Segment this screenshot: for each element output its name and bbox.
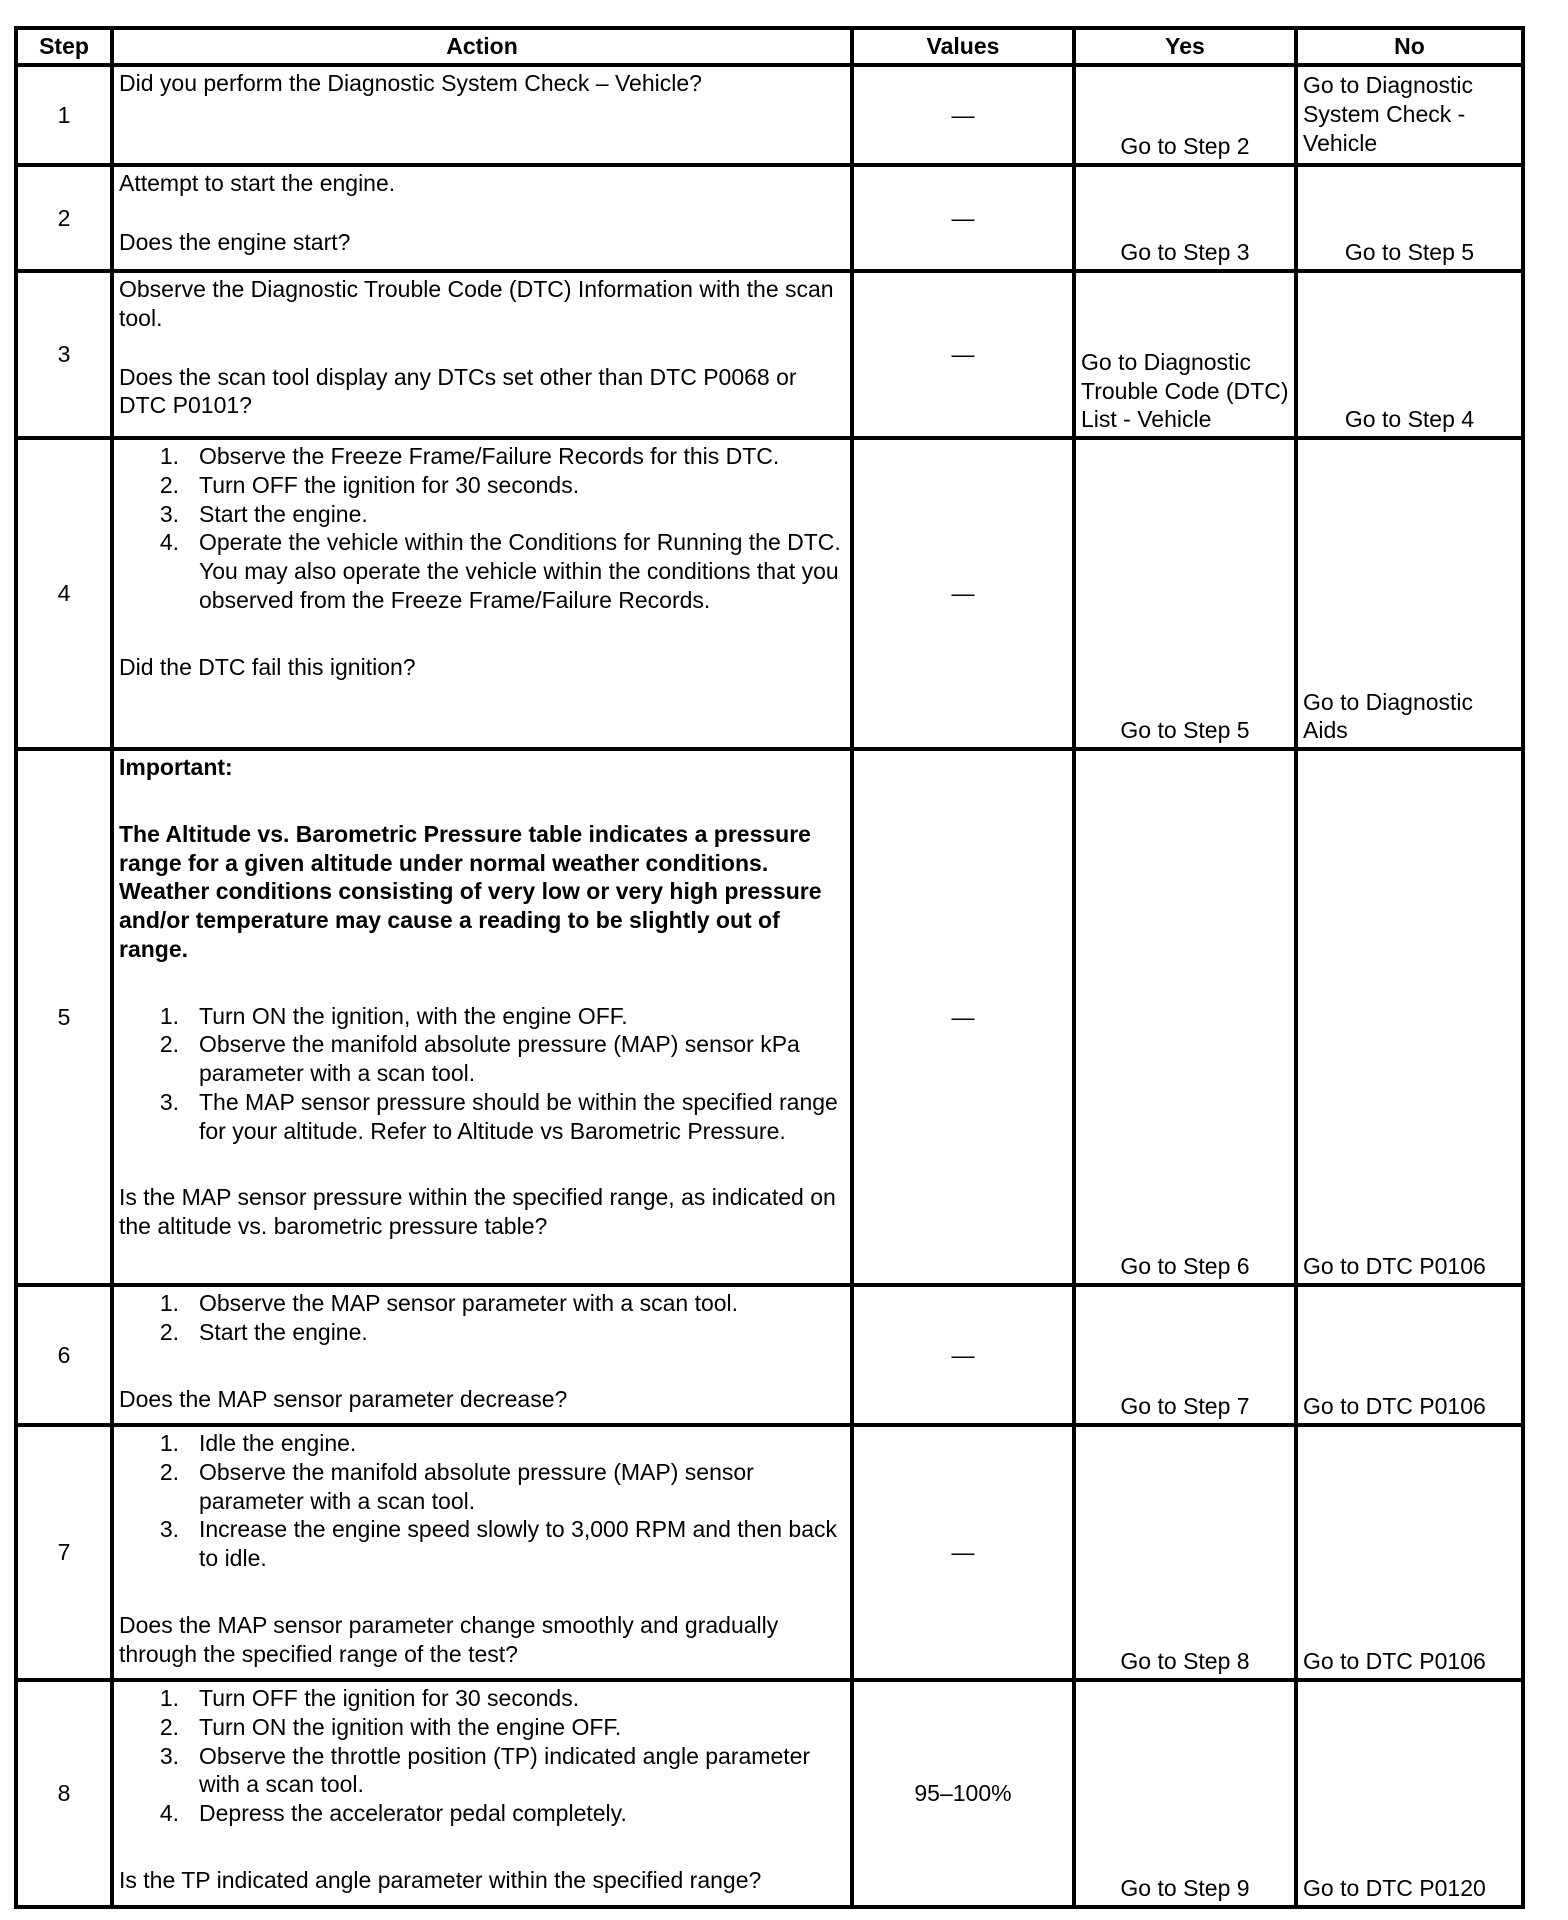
important-label: Important:: [119, 754, 233, 780]
list-item: 2. Turn OFF the ignition for 30 seconds.: [159, 471, 580, 498]
step-number: 5: [16, 749, 112, 1285]
step-number: 8: [16, 1680, 112, 1907]
header-no: No: [1296, 28, 1523, 65]
no-cell: Go to DTC P0120: [1296, 1680, 1523, 1907]
values-cell: —: [852, 65, 1074, 165]
table-row: [16, 165, 1523, 271]
action-question: Is the TP indicated angle parameter within the specified range?: [119, 1866, 762, 1893]
action-steps: [119, 442, 845, 615]
no-cell: Go to Step 5: [1296, 165, 1523, 271]
values-cell: —: [852, 271, 1074, 438]
list-item: 2. Observe the manifold absolute pressure (MAP) sensor parameter with a scan tool.: [159, 1458, 754, 1514]
action-cell: [112, 438, 852, 749]
yes-cell: Go to Step 7: [1074, 1285, 1296, 1425]
list-item: 4. Operate the vehicle within the Conditions for Running the DTC. You may also operate the vehicle within the conditions that you observed from the Freeze Frame/Failure Records.: [159, 529, 841, 613]
action-steps: [119, 1002, 845, 1146]
diagnostic-table: [14, 26, 1525, 1909]
yes-cell: Go to Step 8: [1074, 1425, 1296, 1680]
yes-cell: Go to Step 5: [1074, 438, 1296, 749]
no-cell: Go to Diagnostic System Check - Vehicle: [1296, 65, 1523, 165]
list-item: 3. Start the engine.: [159, 500, 368, 527]
action-steps: [119, 1684, 845, 1828]
action-question: Is the MAP sensor pressure within the specified range, as indicated on the altitude vs. barometric pressure table?: [119, 1184, 836, 1239]
list-item: 1. Observe the Freeze Frame/Failure Records for this DTC.: [159, 443, 780, 469]
step-number: 7: [16, 1425, 112, 1680]
list-item: 1. Turn ON the ignition, with the engine OFF.: [159, 1002, 628, 1029]
yes-cell: Go to Step 9: [1074, 1680, 1296, 1907]
action-question: Does the MAP sensor parameter decrease?: [119, 1385, 568, 1412]
step-number: 4: [16, 438, 112, 749]
header-row: [16, 28, 1523, 65]
header-action: Action: [112, 28, 852, 65]
no-cell: Go to DTC P0106: [1296, 749, 1523, 1285]
values-cell: —: [852, 165, 1074, 271]
header-step: Step: [16, 28, 112, 65]
action-cell: [112, 1285, 852, 1425]
action-question: Does the engine start?: [119, 228, 351, 255]
action-steps: [119, 1289, 845, 1347]
table-row: [16, 1425, 1523, 1680]
action-question: Did the DTC fail this ignition?: [119, 653, 416, 680]
list-item: 1. Turn OFF the ignition for 30 seconds.: [159, 1685, 580, 1711]
action-question: Does the MAP sensor parameter change smoothly and gradually through the specified range of the test?: [119, 1611, 779, 1667]
values-cell: —: [852, 438, 1074, 749]
action-question: Does the scan tool display any DTCs set other than DTC P0068 or DTC P0101?: [119, 363, 797, 419]
values-cell: 95–100%: [852, 1680, 1074, 1907]
header-yes: Yes: [1074, 28, 1296, 65]
yes-cell: Go to Step 2: [1074, 65, 1296, 165]
list-item: 3. Increase the engine speed slowly to 3,000 RPM and then back to idle.: [159, 1516, 838, 1571]
list-item: 2. Start the engine.: [159, 1318, 368, 1345]
action-intro: Observe the Diagnostic Trouble Code (DTC) Information with the scan tool.: [119, 276, 834, 331]
action-cell: [112, 165, 852, 271]
table-row: [16, 271, 1523, 438]
step-number: 3: [16, 271, 112, 438]
action-cell: [112, 749, 852, 1285]
list-item: 3. The MAP sensor pressure should be within the specified range for your altitude. Refer to Altitude vs Barometric Pressure.: [159, 1088, 838, 1144]
no-cell: Go to DTC P0106: [1296, 1425, 1523, 1680]
table-row: [16, 65, 1523, 165]
action-steps: [119, 1429, 845, 1573]
important-text: The Altitude vs. Barometric Pressure table indicates a pressure range for a given altitude under normal weather conditions. Weather conditions consisting of very low or very high pressure and/or temperature may cause a reading to be slightly out of range.: [119, 820, 822, 962]
values-cell: —: [852, 1285, 1074, 1425]
table-row: [16, 438, 1523, 749]
step-number: 6: [16, 1285, 112, 1425]
table-row: [16, 749, 1523, 1285]
table-row: [16, 1680, 1523, 1907]
list-item: 3. Observe the throttle position (TP) indicated angle parameter with a scan tool.: [159, 1742, 811, 1798]
list-item: 2. Observe the manifold absolute pressure (MAP) sensor kPa parameter with a scan tool.: [159, 1031, 800, 1086]
list-item: 2. Turn ON the ignition with the engine OFF.: [159, 1713, 622, 1740]
step-number: 2: [16, 165, 112, 271]
action-cell: [112, 1425, 852, 1680]
list-item: 1. Idle the engine.: [159, 1430, 357, 1456]
action-cell: [112, 271, 852, 438]
yes-cell: Go to Step 6: [1074, 749, 1296, 1285]
yes-cell: Go to Diagnostic Trouble Code (DTC) List - Vehicle: [1074, 271, 1296, 438]
list-item: 4. Depress the accelerator pedal completely.: [159, 1800, 627, 1826]
action-intro: Did you perform the Diagnostic System Check – Vehicle?: [119, 70, 702, 96]
table-row: [16, 1285, 1523, 1425]
action-cell: [112, 1680, 852, 1907]
no-cell: Go to DTC P0106: [1296, 1285, 1523, 1425]
values-cell: —: [852, 1425, 1074, 1680]
action-intro: Attempt to start the engine.: [119, 170, 396, 196]
step-number: 1: [16, 65, 112, 165]
list-item: 1. Observe the MAP sensor parameter with a scan tool.: [159, 1290, 739, 1316]
yes-cell: Go to Step 3: [1074, 165, 1296, 271]
values-cell: —: [852, 749, 1074, 1285]
no-cell: Go to Step 4: [1296, 271, 1523, 438]
header-values: Values: [852, 28, 1074, 65]
no-cell: Go to Diagnostic Aids: [1296, 438, 1523, 749]
action-cell: [112, 65, 852, 165]
